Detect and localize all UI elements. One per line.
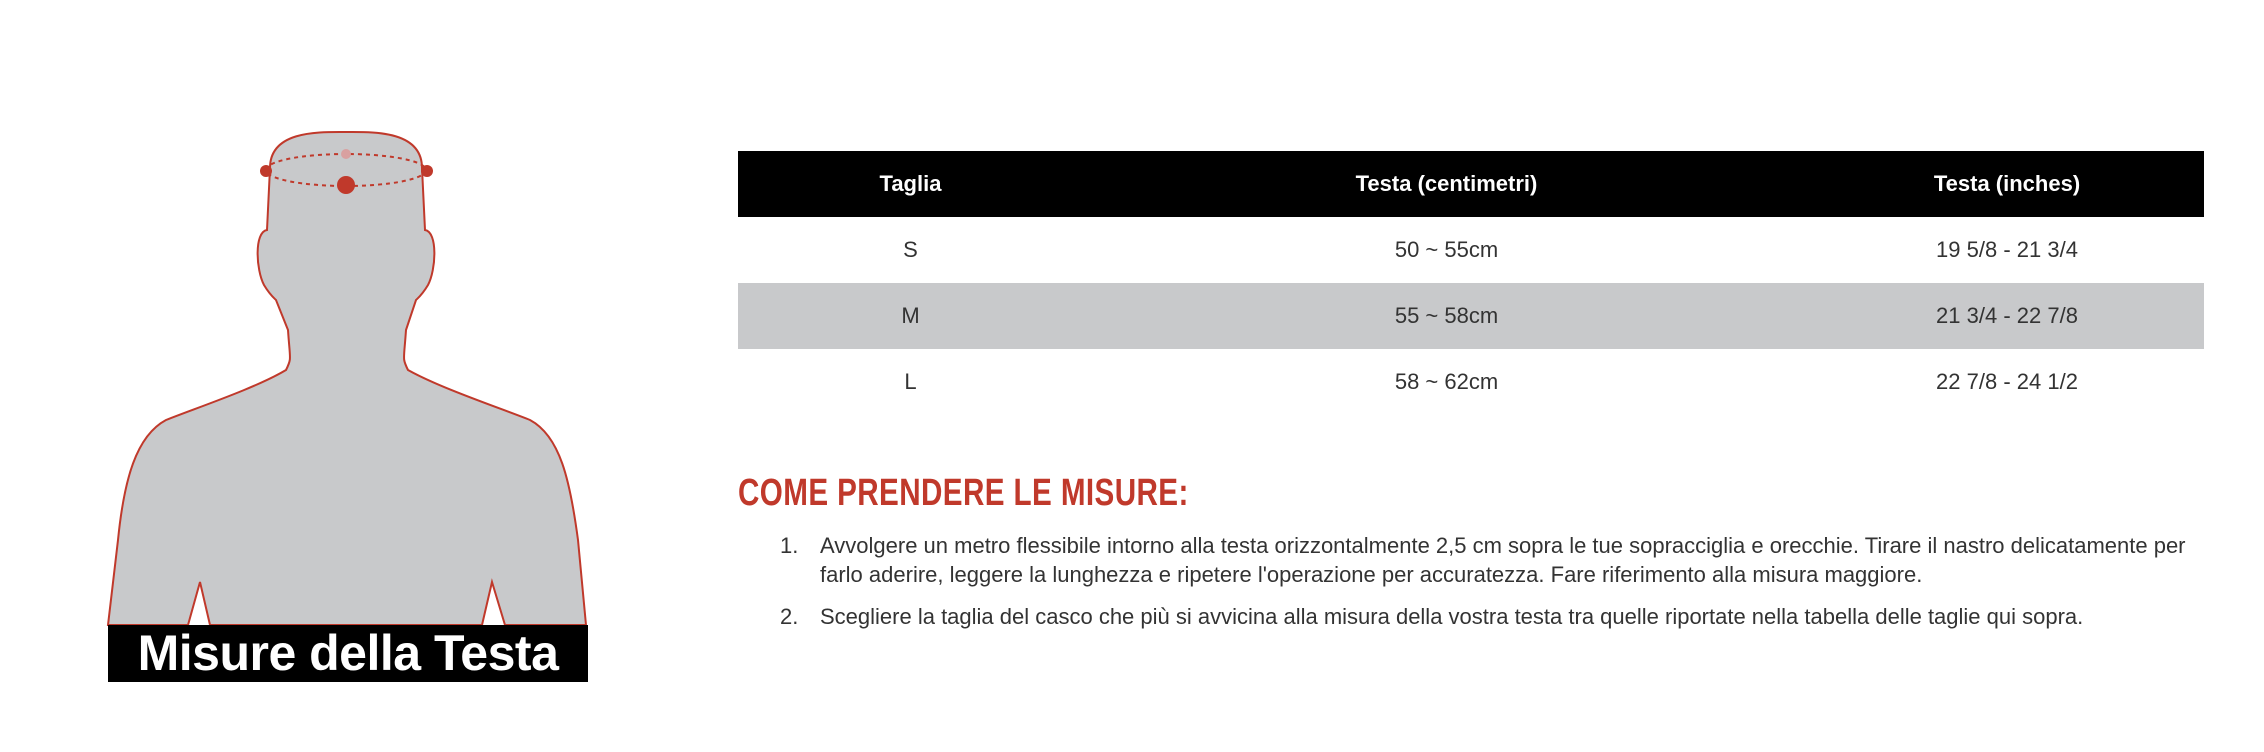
- cell-inches: 19 5/8 - 21 3/4: [1936, 237, 2078, 262]
- header-head-inches: Testa (inches): [1933, 171, 2081, 196]
- step-number: 1.: [780, 533, 799, 558]
- cell-size: L: [904, 369, 917, 394]
- table-header-row: [738, 151, 2204, 217]
- tape-back-marker: [341, 149, 351, 159]
- size-table: [738, 151, 2204, 415]
- howto-title: COME PRENDERE LE MISURE:: [738, 472, 1189, 514]
- step-number: 2.: [780, 604, 799, 629]
- figure-caption: Misure della Testa: [108, 625, 588, 682]
- head-silhouette-illustration: [100, 120, 600, 690]
- header-head-cm: Testa (centimetri): [1355, 171, 1538, 196]
- cell-size: S: [903, 237, 918, 262]
- step-text: Scegliere la taglia del casco che più si avvicina alla misura della vostra testa tra quelle riportate nella tabella delle taglie qui sopra.: [820, 604, 2084, 629]
- head-measurement-figure: [100, 120, 600, 690]
- cell-cm: 55 ~ 58cm: [1394, 303, 1499, 328]
- table-row: [738, 217, 2204, 283]
- howto-steps: [780, 532, 2210, 646]
- tape-front-marker: [337, 176, 355, 194]
- body-silhouette: [108, 132, 586, 625]
- header-size: Taglia: [879, 171, 942, 196]
- list-item: [780, 603, 2210, 632]
- cell-inches: 22 7/8 - 24 1/2: [1936, 369, 2078, 394]
- step-text: Avvolgere un metro flessibile intorno alla testa orizzontalmente 2,5 cm sopra le tue sopracciglia e orecchie. Tirare il nastro delicatamente per farlo aderire, leggere la lunghezza e ripetere l'operazione per accuratezza. Fare riferimento alla misura maggiore.: [820, 533, 2186, 587]
- tape-right-marker: [421, 165, 433, 177]
- table-row: [738, 349, 2204, 415]
- table-row: [738, 283, 2204, 349]
- cell-cm: 58 ~ 62cm: [1394, 369, 1499, 394]
- cell-cm: 50 ~ 55cm: [1394, 237, 1499, 262]
- cell-size: M: [901, 303, 920, 328]
- tape-left-marker: [260, 165, 272, 177]
- list-item: [780, 532, 2210, 589]
- cell-inches: 21 3/4 - 22 7/8: [1936, 303, 2078, 328]
